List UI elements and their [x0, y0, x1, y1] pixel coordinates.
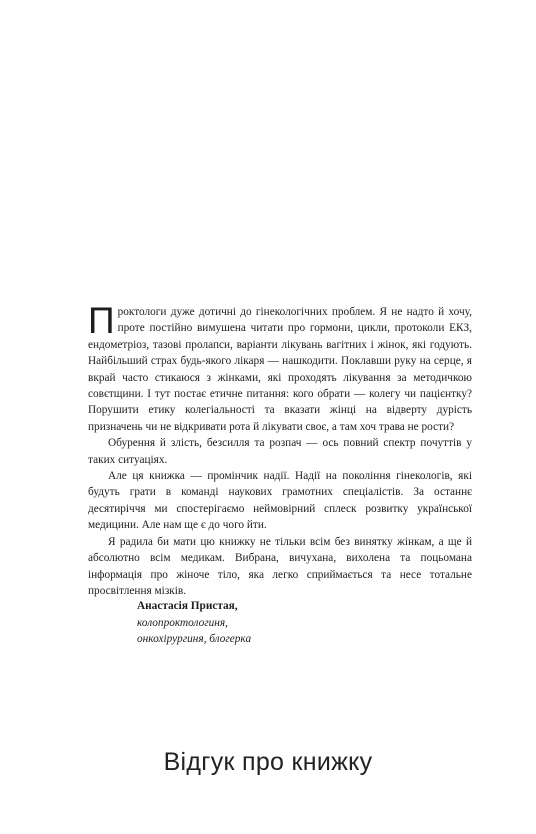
paragraph-2: Обурення й злість, безсилля та розпач — ось повний спектр почуттів у таких ситуаціях.	[88, 437, 472, 466]
author-role-2: онкохірургиня, блогерка	[137, 633, 252, 645]
author-name: Анастасія Пристая,	[137, 600, 238, 612]
paragraph-4: Я радила би мати цю книжку не тільки всім без винятку жінкам, а ще й абсолютно всім медикам. Вибрана, вичухана, вихолена та поцьомана інформація про жіноче тіло, яка легко сприймається та несе тотальне просвітлення мізків.	[88, 535, 472, 597]
section-title: Відгук про книжку	[163, 748, 373, 776]
author-role-1: колопроктологиня,	[137, 616, 228, 629]
paragraph-3: Але ця книжка — промінчик надії. Надії на покоління гінекологів, які будуть грати в команді наукових грамотних спеціалістів. За останнє десятиріччя ми спостерігаємо неймовірний сплеск розвитку української медицини. Але нам ще є до чого йти.	[88, 470, 472, 532]
drop-cap: П	[88, 300, 115, 341]
paragraph-1-text: роктологи дуже дотичні до гінекологічних проблем. Я не надто й хочу, проте постійно вимушена читати про гормони, цикли, протоколи ЕКЗ, ендометріоз, тазові пролапси, варіанти лікувань вагітних і жінок, які годують. Найбільший страх будь-якого лікаря — нашкодити. Поклавши руку на серце, я вкрай часто стикаюся з жінками, які проходять лікування за методичкою совєтщини. І тут постає етичне питання: кого обрати — колегу чи пацієнтку? Порушити етику колегіальності та вказати жінці на відверту дурість призначень чи не відкривати рота й лікувати своє, а там хоч трава не рости?	[88, 306, 472, 433]
signature-block	[137, 598, 251, 648]
review-text	[88, 300, 472, 599]
paragraph-1	[88, 300, 472, 435]
